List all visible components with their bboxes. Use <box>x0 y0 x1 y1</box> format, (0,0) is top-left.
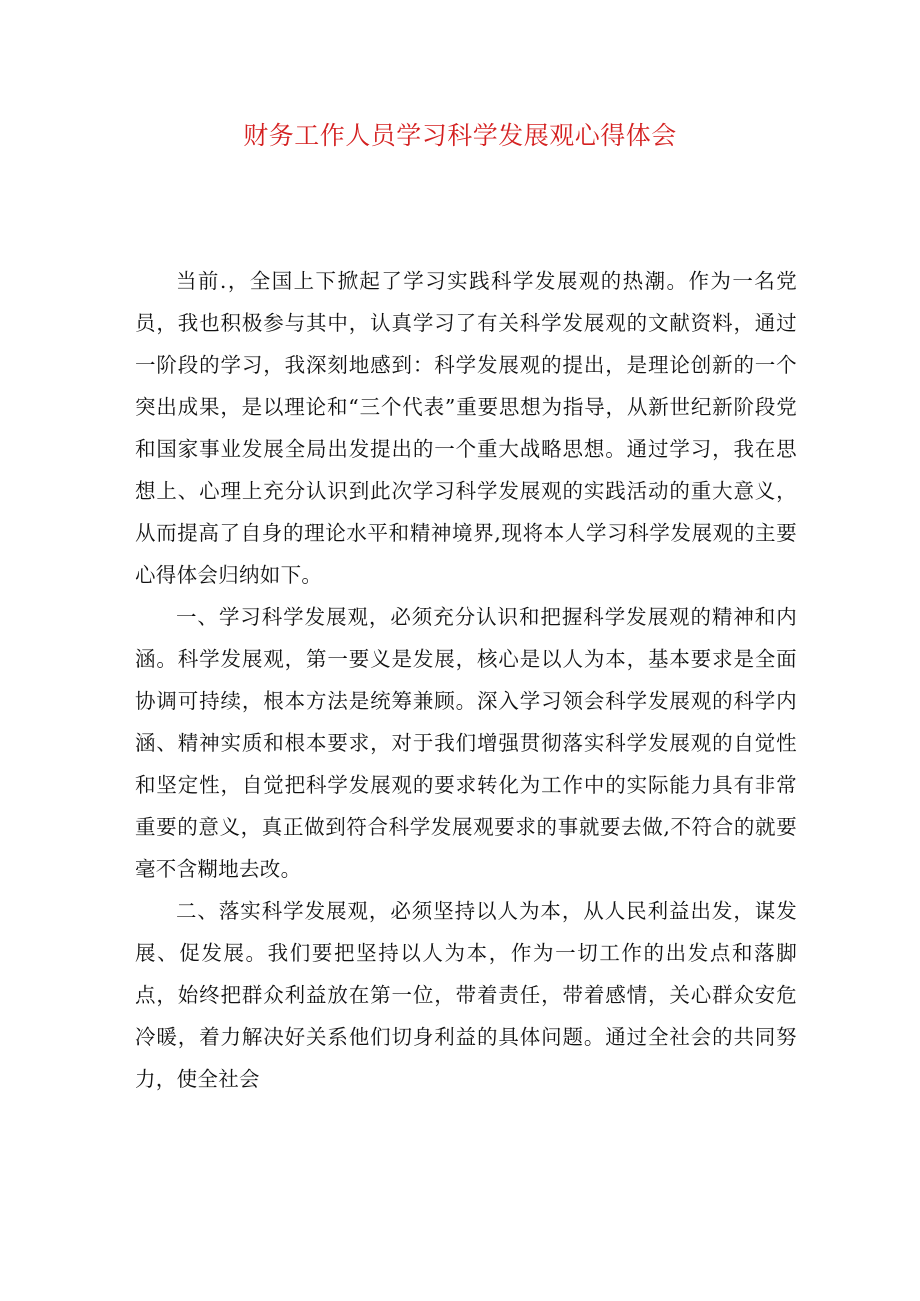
document-title: 财务工作人员学习科学发展观心得体会 <box>243 121 677 150</box>
document-body <box>135 260 797 1100</box>
paragraph-section-one: 一、学习科学发展观，必须充分认识和把握科学发展观的精神和内涵。科学发展观，第一要义是发展，核心是以人为本，基本要求是全面协调可持续，根本方法是统筹兼顾。深入学习领会科学发展观的科学内涵、精神实质和根本要求，对于我们增强贯彻落实科学发展观的自觉性和坚定性，自觉把科学发展观的要求转化为工作中的实际能力具有非常重要的意义，真正做到符合科学发展观要求的事就要去做,不符合的就要毫不含糊地去改。 <box>135 605 797 881</box>
paragraph-section-two: 二、落实科学发展观，必须坚持以人为本，从人民利益出发，谋发展、促发展。我们要把坚持以人为本，作为一切工作的出发点和落脚点，始终把群众利益放在第一位，带着责任，带着感情，关心群众安危冷暖，着力解决好关系他们切身利益的具体问题。通过全社会的共同努力，使全社会 <box>135 899 797 1091</box>
paragraph-intro: 当前.，全国上下掀起了学习实践科学发展观的热潮。作为一名党员，我也积极参与其中，认真学习了有关科学发展观的文献资料，通过一阶段的学习，我深刻地感到：科学发展观的提出，是理论创新的一个突出成果，是以理论和“三个代表”重要思想为指导，从新世纪新阶段党和国家事业发展全局出发提出的一个重大战略思想。通过学习，我在思想上、心理上充分认识到此次学习科学发展观的实践活动的重大意义，从而提高了自身的理论水平和精神境界,现将本人学习科学发展观的主要心得体会归纳如下。 <box>135 269 797 587</box>
